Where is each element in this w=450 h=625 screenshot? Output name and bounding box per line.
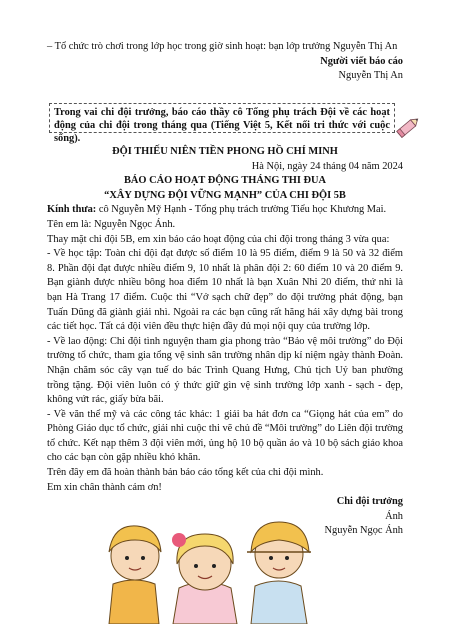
greeting-label: Kính thưa: [47, 204, 97, 216]
reporter-name: Nguyễn Thị An [338, 70, 403, 82]
reporter-label: Người viết báo cáo [320, 55, 403, 67]
signer-short-name: Ánh [385, 510, 403, 522]
girl-middle-figure [172, 533, 237, 624]
organization-name: ĐỘI THIẾU NIÊN TIỀN PHONG HỒ CHÍ MINH [112, 146, 338, 157]
greeting [47, 203, 403, 218]
boy-left-figure [109, 526, 161, 624]
signer-role: Chi đội trưởng [336, 496, 403, 508]
opening: Thay mặt chi đội 5B, em xin báo cáo hoạt động của chi đội trong tháng 3 vừa qua: [47, 233, 390, 245]
labor-section: - Về lao động: Chi đội tình nguyện tham gia phong trào “Bảo vệ môi trường” do Đội trường tổ chức, tham gia tổng vệ sinh sân trường nhân dịp kỉ niệm ngày thành Đoàn. Nhận chăm sóc cây vạn tuế do bác Trình Quang Hưng, Chủ tịch Uỷ ban phường trồng tặng. Đội viên luôn có ý thức giữ gìn vệ sinh trường lớp xanh - sạch - đẹp, không vứt rác, giấy bừa bãi. [47, 335, 403, 406]
report-body [47, 145, 403, 539]
boy-right-figure [247, 522, 311, 624]
children-illustration [95, 506, 325, 624]
report-title-line-2: “XÂY DỰNG ĐỘI VỮNG MẠNH” CỦA CHI ĐỘI 5B [104, 189, 346, 201]
place-date: Hà Nội, ngày 24 tháng 04 năm 2024 [251, 160, 403, 172]
task-prompt-box: Trong vai chi đội trưởng, báo cáo thầy cô Tổng phụ trách Đội về các hoạt động của chi đội trong tháng qua (Tiếng Việt 5, Kết nối tri thức với cuộc sống). [49, 103, 395, 133]
pencil-icon [392, 112, 422, 144]
signer-full-name: Nguyễn Ngọc Ánh [324, 525, 403, 537]
report-page [47, 40, 403, 84]
arts-section: - Về văn thể mỹ và các công tác khác: 1 giải ba hát đơn ca “Giọng hát của em” do Phòng Giáo dục tổ chức, giải nhì cuộc thi vẽ chủ đề “Môi trường” do Liên đội trường tổ chức. Kết nạp thêm 3 đội viên mới, ủng hộ 10 bộ quần áo và 10 bộ sách giáo khoa cho các bạn còn gặp nhiều khó khăn. [47, 408, 403, 464]
closing: Trên đây em đã hoàn thành bản báo cáo tổng kết của chi đội mình. [47, 467, 324, 479]
greeting-text: cô Nguyễn Mỹ Hạnh - Tổng phụ trách trường Tiểu học Khương Mai. [96, 204, 387, 216]
intro: Tên em là: Nguyễn Ngọc Ánh. [47, 218, 176, 230]
activity-line: – Tổ chức trò chơi trong lớp học trong giờ sinh hoạt: bạn lớp trưởng Nguyễn Thị An [47, 41, 398, 52]
thanks: Em xin chân thành cảm ơn! [47, 481, 162, 493]
report-title-line-1: BÁO CÁO HOẠT ĐỘNG THÁNG THI ĐUA [123, 175, 327, 187]
study-section: - Về học tập: Toàn chi đội đạt được số điểm 10 là 95 điểm, điểm 9 là 50 và 32 điểm 8. Phần đội đạt được nhiều điểm 9, 10 nhất là phân đội 2: 60 điểm 10 và 20 điểm 9. Bạn giành được nhiều bông hoa điểm 10 nhất là bạn Xuân Nhi 20 điểm, thứ nhì là bạn Hà Trang 17 điểm. Cuộc thi “Vở sạch chữ đẹp” do đội trường phát động, bạn Tuấn Dũng đã giành giải nhì. Ngoài ra các bạn cũng rất hăng hái xây dựng bài trong các tiết học. Tất cả đội viên đều thực hiện đầy đủ mọi nội quy của trường lớp. [47, 248, 403, 333]
